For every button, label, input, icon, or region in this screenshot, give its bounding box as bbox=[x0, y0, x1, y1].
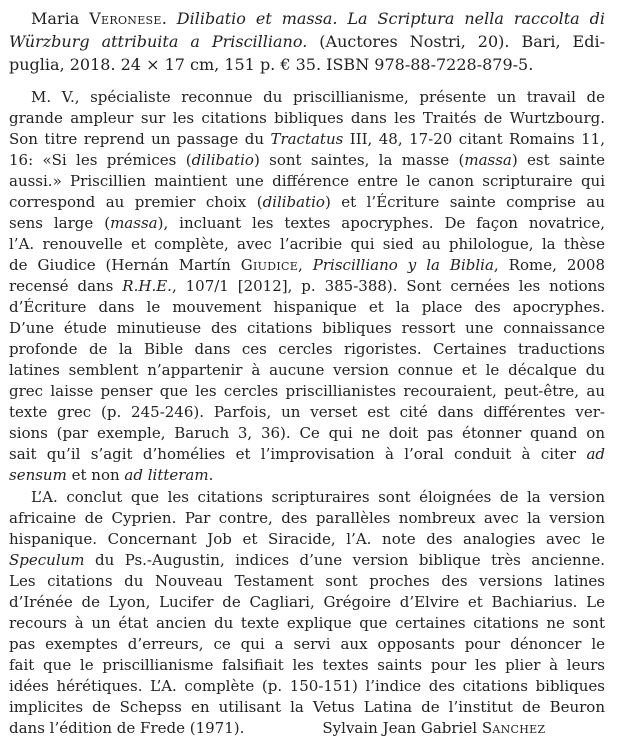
p1-line: M. V., spécialiste reconnue du priscillianisme, présente un travail de bbox=[31, 88, 605, 106]
p1-line: 16: «Si les prémices (dilibatio) sont saintes, la masse (massa) est sainte bbox=[9, 151, 605, 169]
p1-line: D’une étude minutieuse des citations bibliques ressort une connaissance bbox=[9, 319, 605, 337]
p2-line: idées hérétiques. L’A. complète (p. 150-151) l’indice des citations bibliques bbox=[9, 677, 605, 695]
p1-line: sens large (massa), incluant les textes apocryphes. De façon novatrice, bbox=[9, 214, 605, 232]
book-title-part-1: Dilibatio et massa. La Scriptura nella raccolta di bbox=[176, 9, 605, 28]
author-first-name: Maria bbox=[31, 9, 80, 28]
p1-line: sensum et non ad litteram. bbox=[9, 466, 214, 484]
header-line-2 bbox=[9, 31, 605, 52]
p1-line: sait qu’il s’agit d’homélies et l’improvisation à l’oral conduit à citer ad bbox=[9, 445, 605, 463]
p1-line: Son titre reprend un passage du Tractatus III, 48, 17-20 citant Romains 11, bbox=[9, 130, 605, 148]
p1-line: grande ampleur sur les citations bibliques dans les Traités de Wurtzbourg. bbox=[9, 109, 605, 127]
p2-line: Speculum du Ps.-Augustin, indices d’une version biblique très ancienne. bbox=[9, 551, 605, 569]
author-last-name: Veronese bbox=[89, 9, 162, 28]
p1-line: de Giudice (Hernán Martín Giudice, Priscilliano y la Biblia, Rome, 2008 bbox=[9, 256, 605, 274]
p1-line: recensé dans R.H.E., 107/1 [2012], p. 385-388). Sont cernées les notions bbox=[9, 277, 605, 295]
p1-line: correspond au premier choix (dilibatio) et l’Écriture sainte comprise au bbox=[9, 193, 605, 211]
p2-line: fait que le priscillianisme falsifiait les textes saints pour les plier à leurs bbox=[9, 656, 605, 674]
p2-line: hispanique. Concernant Job et Siracide, l’A. note des analogies avec le bbox=[9, 530, 605, 548]
p1-line: profonde de la Bible dans ces cercles rigoristes. Certaines traductions bbox=[9, 340, 605, 358]
p2-line: recours à un état ancien du texte explique que certaines citations ne sont bbox=[9, 614, 605, 632]
p1-line: d’Écriture dans le mouvement hispanique et la place des apocryphes. bbox=[9, 298, 605, 316]
p2-line: implicites de Schepss en utilisant la Vetus Latina de l’institut de Beuron bbox=[9, 698, 605, 716]
p2-line: africaine de Cyprien. Par contre, des parallèles nombreux avec la version bbox=[9, 509, 605, 527]
p1-line: texte grec (p. 245-246). Parfois, un verset est cité dans différentes ver- bbox=[9, 403, 605, 421]
header-line-1: Maria Veronese. Dilibatio et massa. La Scriptura nella raccolta di bbox=[31, 9, 605, 28]
publication-details: puglia, 2018. 24 × 17 cm, 151 p. € 35. ISBN 978-88-7228-879-5. bbox=[9, 55, 534, 74]
p1-line: grec laisse penser que les cercles priscillianistes recouraient, peut-être, au bbox=[9, 382, 605, 400]
reviewer-surname: Sanchez bbox=[481, 719, 546, 737]
p2-line: pas exemptes d’erreurs, ce qui a servi aux opposants pour dénoncer le bbox=[9, 635, 605, 653]
book-title-part-2: Würzburg attribuita a Priscilliano. bbox=[9, 32, 308, 51]
reviewer-signature bbox=[322, 718, 545, 739]
series-and-place: (Auctores Nostri, 20). Bari, Edi- bbox=[319, 32, 605, 51]
p1-line: sions (par exemple, Baruch 3, 36). Ce qui ne doit pas étonner quand on bbox=[9, 424, 605, 442]
reviewer-names: Sylvain Jean Gabriel bbox=[322, 719, 478, 737]
p2-line: L’A. conclut que les citations scripturaires sont éloignées de la version bbox=[31, 488, 605, 506]
p2-last-line: dans l’édition de Frede (1971). Sylvain Jean Gabriel Sanchez bbox=[9, 718, 605, 739]
p1-line: l’A. renouvelle et complète, avec l’acribie qui sied au philologue, la thèse bbox=[9, 235, 605, 253]
p2-line: Les citations du Nouveau Testament sont proches des versions latines bbox=[9, 572, 605, 590]
p2-line: d’Irénée de Lyon, Lucifer de Cagliari, Grégoire d’Elvire et Bachiarius. Le bbox=[9, 593, 605, 611]
p1-line: latines semblent n’appartenir à aucune version connue et le décalque du bbox=[9, 361, 605, 379]
p1-line: aussi.» Priscillien maintient une différence entre le canon scripturaire qui bbox=[9, 172, 605, 190]
header-line-3 bbox=[9, 54, 605, 75]
